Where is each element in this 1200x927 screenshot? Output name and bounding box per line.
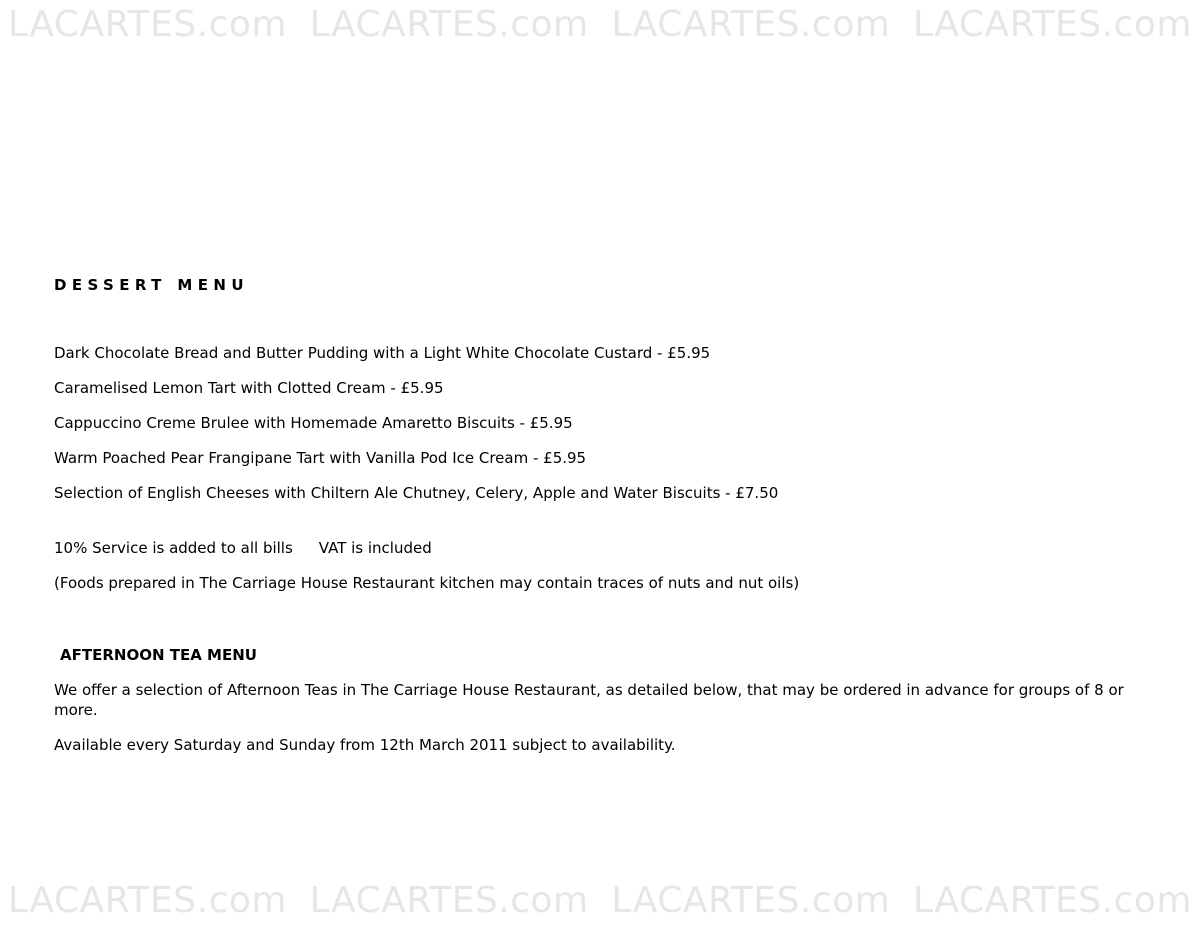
allergy-note: (Foods prepared in The Carriage House Restaurant kitchen may contain traces of nuts and nut oils) bbox=[54, 574, 800, 592]
dessert-items-list bbox=[54, 343, 1144, 503]
watermark-top bbox=[0, 4, 1200, 45]
watermark-text: LACARTES.com bbox=[309, 4, 589, 45]
afternoon-tea-intro: We offer a selection of Afternoon Teas in The Carriage House Restaurant, as detailed below, that may be ordered in advance for groups of 8 or more. bbox=[54, 681, 1124, 719]
dessert-item: Warm Poached Pear Frangipane Tart with Vanilla Pod Ice Cream - £5.95 bbox=[54, 449, 587, 467]
watermark-text: LACARTES.com bbox=[8, 880, 287, 921]
service-notes bbox=[54, 538, 1144, 593]
menu-document bbox=[54, 274, 1144, 755]
dessert-item: Cappuccino Creme Brulee with Homemade Amaretto Biscuits - £5.95 bbox=[54, 414, 573, 432]
watermark-text: LACARTES.com bbox=[611, 4, 891, 45]
dessert-item: Caramelised Lemon Tart with Clotted Cream - £5.95 bbox=[54, 379, 444, 397]
dessert-menu-title: DESSERT MENU bbox=[54, 276, 249, 294]
vat-note: VAT is included bbox=[318, 539, 432, 557]
dessert-item: Selection of English Cheeses with Chiltern Ale Chutney, Celery, Apple and Water Biscuits - £7.50 bbox=[54, 484, 779, 502]
watermark-bottom bbox=[0, 880, 1200, 921]
watermark-text: LACARTES.com bbox=[611, 880, 891, 921]
afternoon-tea-title: AFTERNOON TEA MENU bbox=[60, 646, 257, 664]
watermark-text: LACARTES.com bbox=[8, 4, 287, 45]
watermark-text: LACARTES.com bbox=[913, 4, 1192, 45]
dessert-item: Dark Chocolate Bread and Butter Pudding with a Light White Chocolate Custard - £5.95 bbox=[54, 344, 711, 362]
service-vat-line bbox=[54, 538, 1144, 558]
watermark-text: LACARTES.com bbox=[913, 880, 1192, 921]
service-charge-note: 10% Service is added to all bills bbox=[54, 539, 293, 557]
watermark-text: LACARTES.com bbox=[309, 880, 589, 921]
afternoon-tea-availability: Available every Saturday and Sunday from 12th March 2011 subject to availability. bbox=[54, 736, 676, 754]
